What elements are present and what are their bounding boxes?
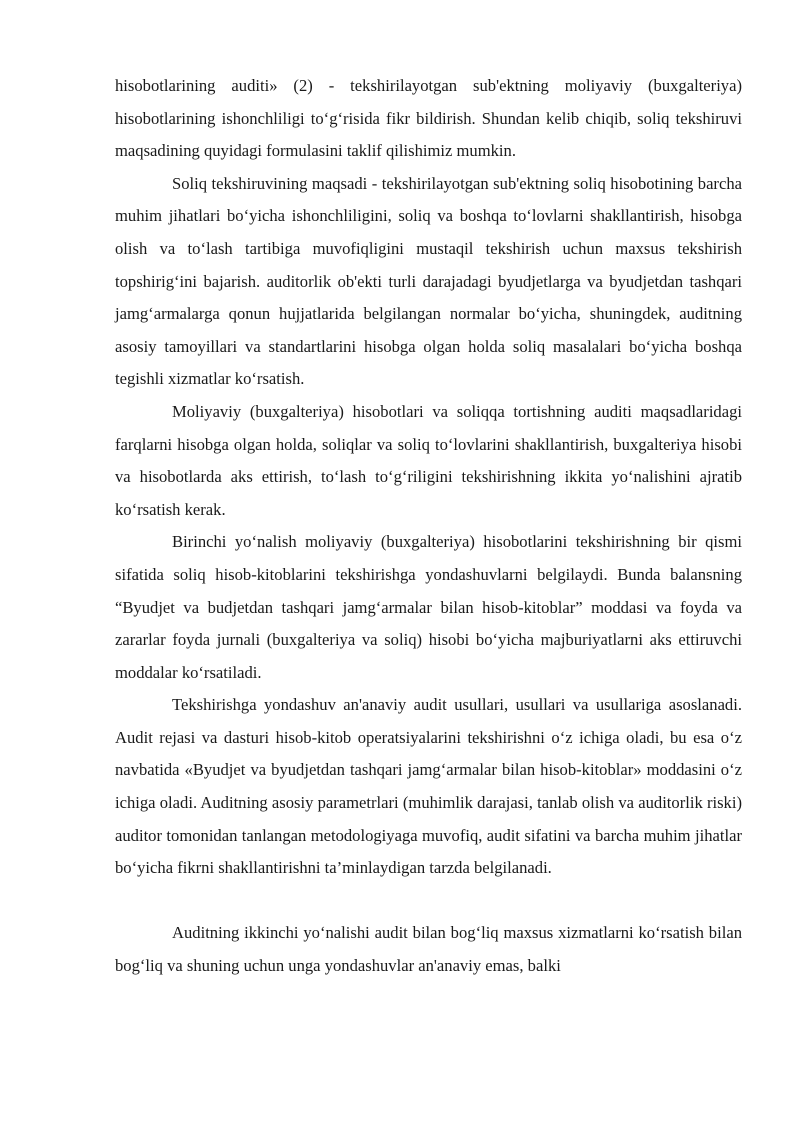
paragraph-approach: Tekshirishga yondashuv an'anaviy audit usullari, usullari va usullariga asoslanadi. Audit rejasi va dasturi hisob-kitob operatsiyalarini tekshirishni o‘z ichiga oladi, bu esa o‘z navbatida «Byudjet va byudjetdan tashqari jamg‘armalar bilan hisob-kitoblar» moddasini o‘z ichiga oladi. Auditning asosiy parametrlari (muhimlik darajasi, tanlab olish va auditorlik riski) auditor tomonidan tanlangan metodologiyaga muvofiq, audit sifatini va barcha muhim jihatlar bo‘yicha fikrni shakllantirishni ta’minlaydigan tarzda belgilanadi. bbox=[115, 695, 742, 878]
paragraph-audit-directions: Moliyaviy (buxgalteriya) hisobotlari va soliqqa tortishning auditi maqsadlaridagi farqlarni hisobga olgan holda, soliqlar va soliq to‘lovlarini shakllantirish, buxgalteriya hisobi va hisobotlarda aks ettirish, to‘lash to‘g‘riligini tekshirishning ikkita yo‘nalishini ajratib ko‘rsatish kerak. bbox=[115, 401, 742, 519]
paragraph-spacer bbox=[115, 885, 742, 918]
paragraph-first-direction: Birinchi yo‘nalish moliyaviy (buxgalteriya) hisobotlarini tekshirishning bir qismi sifatida soliq hisob-kitoblarini tekshirishga yondashuvlarni belgilaydi. Bunda balansning “Byudjet va budjetdan tashqari jamg‘armalar bilan hisob-kitoblar” moddasi va foyda va zararlar foyda jurnali (buxgalteriya va soliq) hisobi bo‘yicha majburiyatlarni aks ettiruvchi moddalar ko‘rsatiladi. bbox=[115, 532, 742, 682]
paragraph-second-direction: Auditning ikkinchi yo‘nalishi audit bilan bog‘liq maxsus xizmatlarni ko‘rsatish bilan bog‘liq va shuning uchun unga yondashuvlar an'anaviy emas, balki bbox=[115, 923, 742, 976]
paragraph-continuation: hisobotlarining auditi» (2) - tekshirilayotgan sub'ektning moliyaviy (buxgalteriya) hisobotlarining ishonchliligi to‘g‘risida fikr bildirish. Shundan kelib chiqib, soliq tekshiruvi maqsadining quyidagi formulasini taklif qilishimiz mumkin. bbox=[115, 76, 742, 161]
paragraph-tax-audit-goal: Soliq tekshiruvining maqsadi - tekshirilayotgan sub'ektning soliq hisobotining barcha muhim jihatlari bo‘yicha ishonchliligini, soliq va boshqa to‘lovlarni shakllantirish, hisobga olish va to‘lash tartibiga muvofiqligini mustaqil tekshirish uchun maxsus tekshirish topshirig‘ini bajarish. auditorlik ob'ekti turli darajadagi byudjetlarga va byudjetdan tashqari jamg‘armalarga qonun hujjatlarida belgilangan normalar bo‘yicha, shuningdek, auditning asosiy tamoyillari va standartlarini hisobga olgan holda soliq masalalari bo‘yicha boshqa tegishli xizmatlar ko‘rsatish. bbox=[115, 173, 742, 389]
document-page bbox=[115, 70, 742, 983]
